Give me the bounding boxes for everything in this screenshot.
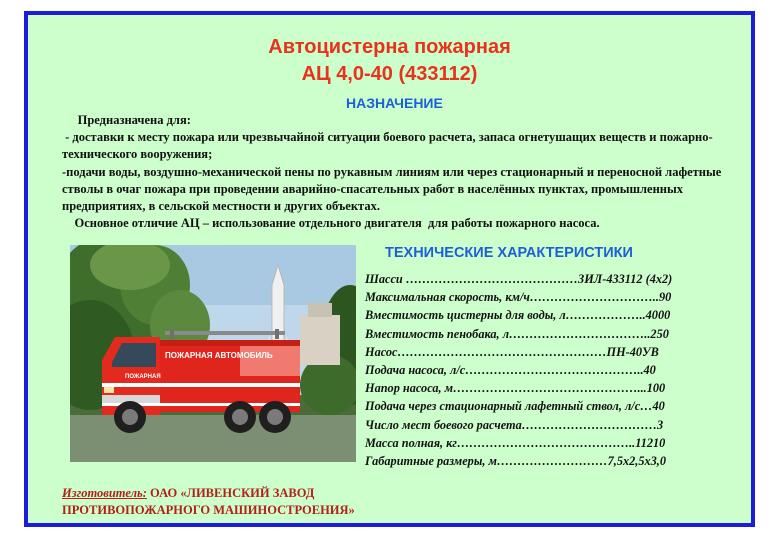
spec-row: Подача насоса, л/с……………………………………..40 — [365, 363, 656, 378]
specs-list — [365, 270, 745, 470]
spec-row: Вместимость пенобака, л……………………………..250 — [365, 326, 669, 341]
title-line-2: АЦ 4,0-40 (433112) — [301, 63, 478, 85]
spec-row: Шасси ……………………………………ЗИЛ-433112 (4х2) — [365, 272, 673, 286]
manufacturer-name-2: ПРОТИВОПОЖАРНОГО МАШИНОСТРОЕНИЯ» — [62, 503, 355, 517]
manufacturer — [62, 485, 355, 519]
purpose-note: Основное отличие АЦ – использование отдельного двигателя для работы пожарного насоса. — [62, 216, 600, 231]
title-line-1: Автоцистерна пожарная — [268, 36, 511, 58]
truck-door-text: ПОЖАРНАЯ — [125, 374, 161, 380]
purpose-intro: Предназначена для: — [62, 113, 191, 127]
manufacturer-name-1: ОАО «ЛИВЕНСКИЙ ЗАВОД — [146, 486, 315, 500]
fire-truck-photo — [70, 245, 356, 462]
spec-row: Габаритные размеры, м………………………7,5х2,5х3,0 — [365, 454, 667, 469]
purpose-text — [62, 112, 752, 232]
manufacturer-label: Изготовитель: — [62, 486, 147, 500]
purpose-item-2: -подачи воды, воздушно-механической пены по рукавным линиям или через стационарный и переносной лафетные стволы в очаг пожара при проведении аварийно-спасательных работ в населённых пунктах, промышленных предприятиях, в сельской местности и других объектах. — [62, 164, 725, 214]
truck-body-text: ПОЖАРНАЯ АВТОМОБИЛЬ — [165, 351, 273, 360]
purpose-item-1: - доставки к месту пожара или чрезвычайной ситуации боевого расчета, запаса огнетушащих веществ и пожарно-технического вооружения; — [62, 130, 713, 162]
specs-heading: ТЕХНИЧЕСКИЕ ХАРАКТЕРИСТИКИ — [385, 245, 633, 261]
purpose-heading: НАЗНАЧЕНИЕ — [346, 95, 443, 111]
spec-row: Максимальная скорость, км/ч…………………………..90 — [365, 290, 672, 305]
spec-row: Число мест боевого расчета……………………………3 — [365, 417, 664, 432]
spec-row: Масса полная, кг……………………………………..11210 — [365, 435, 666, 450]
spec-row: Насос……………………………………………ПН-40УВ — [365, 344, 659, 359]
spec-row: Подача через стационарный лафетный ствол, л/с…40 — [365, 399, 665, 414]
slide — [24, 11, 755, 527]
spec-row: Напор насоса, м………………………………………...100 — [365, 381, 666, 396]
spec-row: Вместимость цистерны для воды, л………………..4000 — [365, 308, 671, 323]
